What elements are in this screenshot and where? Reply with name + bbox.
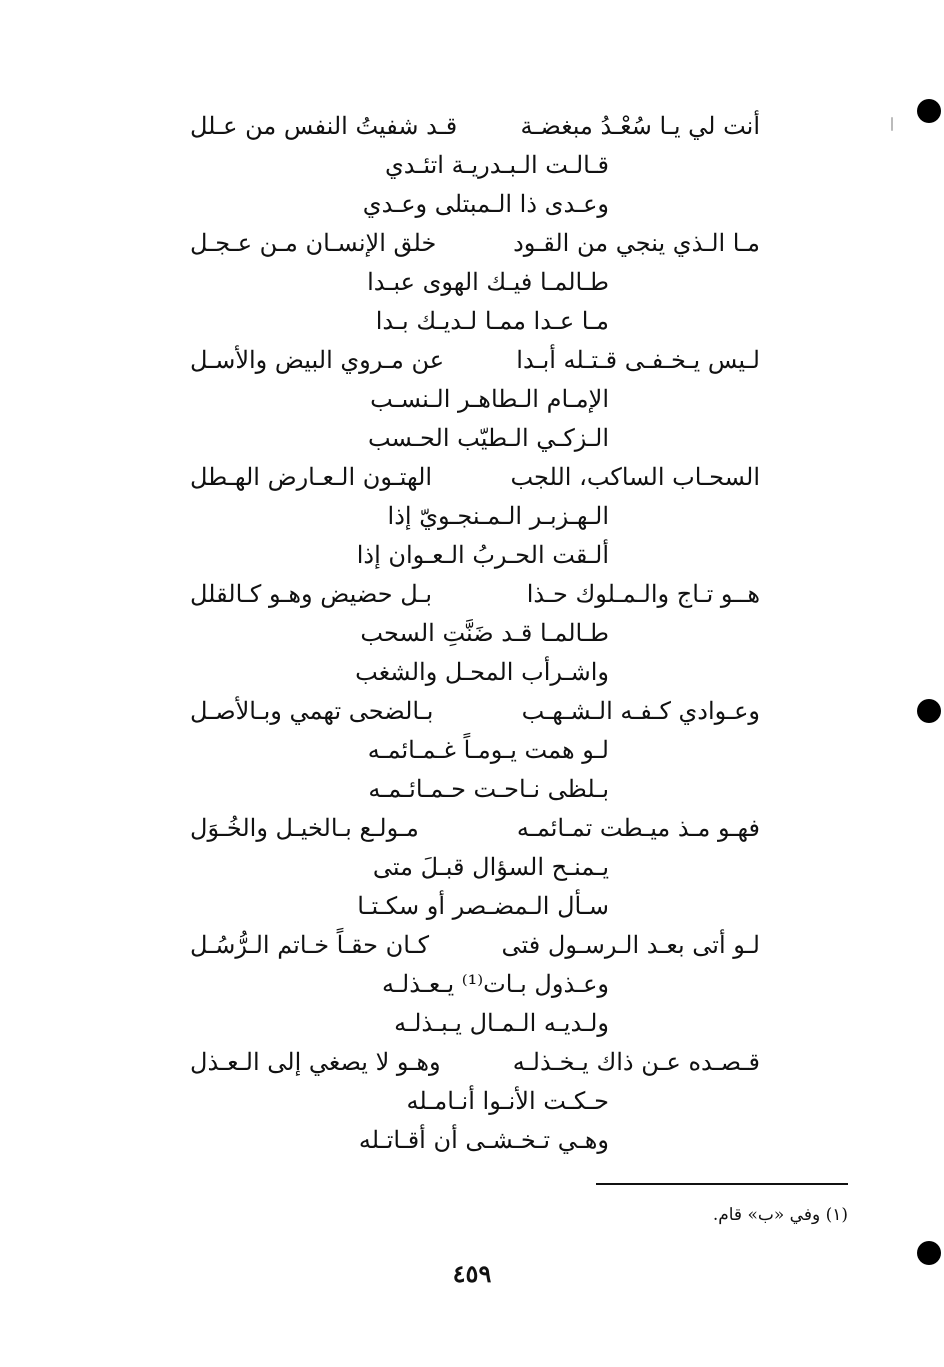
refrain-line: واشـرأب المحـل والشغب: [355, 658, 609, 686]
page-number: ٤٥٩: [452, 1259, 492, 1288]
hemistich-right: وعـوادي كـفـه الـشـهـب: [521, 697, 760, 725]
punch-hole-icon: [917, 1241, 941, 1265]
refrain-line: يـمنـح السؤال قبـلَ متى: [372, 853, 609, 881]
hemistich-right: هــو تـاج والـمـلوك حـذا: [526, 580, 760, 608]
verse-line: [190, 926, 760, 964]
hemistich-left: عن مـروي البيض والأسـل: [190, 346, 445, 374]
footnote-divider: [596, 1183, 848, 1185]
hemistich-right: السحـاب الساكب، اللجب: [510, 463, 760, 491]
refrain-line: ولـديـه الـمـال يـبـذلـه: [394, 1009, 609, 1037]
hemistich-right: فهـو مـذ ميـطت تمـائمـه: [516, 814, 760, 842]
hemistich-left: وهـو لا يصغي إلى الـعـذل: [190, 1048, 441, 1076]
punch-hole-icon: [917, 699, 941, 723]
hemistich-left: قـد شفيتُ النفس من عـلل: [190, 112, 458, 140]
refrain-line: قـالـت الـبـدريـة اتئـدي: [384, 151, 609, 179]
hemistich-left: بـالضحى تهمي وبـالأصـل: [190, 697, 434, 725]
refrain-line: وعـدى ذا الـمبتلى وعـدي: [362, 190, 609, 218]
verse-line: [190, 341, 760, 379]
verse-line: [190, 692, 760, 730]
refrain-line: طـالمـا قـد ضَنَّتِ السحب: [360, 619, 609, 647]
verse-line: [190, 575, 760, 613]
refrain-line: مـا عـدا ممـا لـديـك بـدا: [375, 307, 609, 335]
refrain-line: ألـقت الحـربُ الـعـوان إذا: [356, 541, 609, 569]
footnote: (١) وفي «ب» قام.: [712, 1205, 848, 1225]
hemistich-right: أنت لي يـا سُعْـدُ مبغضـة: [520, 112, 760, 140]
refrain-line: الـزكـي الـطيّب الحـسب: [368, 424, 609, 452]
hemistich-right: مـا الـذي ينجي من القـود: [513, 229, 760, 257]
verse-line: [190, 107, 760, 145]
hemistich-left: مـولـع بـالخيـل والخُـوَل: [190, 814, 419, 842]
refrain-line: الإمـام الـطاهـر الـنسـب: [370, 385, 609, 413]
refrain-line: وعـذول بـات⁽¹⁾ يـعـذلـه: [382, 970, 609, 998]
hemistich-left: خلق الإنسـان مـن عـجـل: [190, 229, 437, 257]
hemistich-left: كـان حقـاً خـاتم الـرُّسُـل: [190, 931, 430, 959]
scan-mark-icon: [891, 117, 893, 131]
verse-line: [190, 458, 760, 496]
hemistich-right: قـصـده عـن ذاك يـخـذلـه: [512, 1048, 760, 1076]
verse-line: [190, 809, 760, 847]
hemistich-left: بـل حضيض وهـو كـالقلل: [190, 580, 433, 608]
refrain-line: طـالمـا فيـك الهوى عبـدا: [367, 268, 609, 296]
verse-line: [190, 1043, 760, 1081]
refrain-line: بـلظى نـاحـت حـمـائـمـه: [368, 775, 609, 803]
punch-hole-icon: [917, 99, 941, 123]
refrain-line: الـهـزبـر الـمـنجـويّ إذا: [387, 502, 609, 530]
verse-line: [190, 224, 760, 262]
refrain-line: لـو همت يـومـاً غـمـائمـه: [367, 736, 609, 764]
hemistich-right: لـيس يـخـفـى قـتـله أبـدا: [516, 346, 760, 374]
refrain-line: سـأل الـمضـصر أو سكـتـا: [357, 892, 609, 920]
hemistich-left: الهتـون الـعـارض الهـطل: [190, 463, 433, 491]
refrain-line: حـكـت الأنـوا أنـامـله: [406, 1087, 609, 1115]
hemistich-right: لـو أتى بعـد الـرسـول فتى: [501, 931, 760, 959]
refrain-line: وهـي تـخـشـى أن أقـاتـله: [358, 1126, 609, 1154]
